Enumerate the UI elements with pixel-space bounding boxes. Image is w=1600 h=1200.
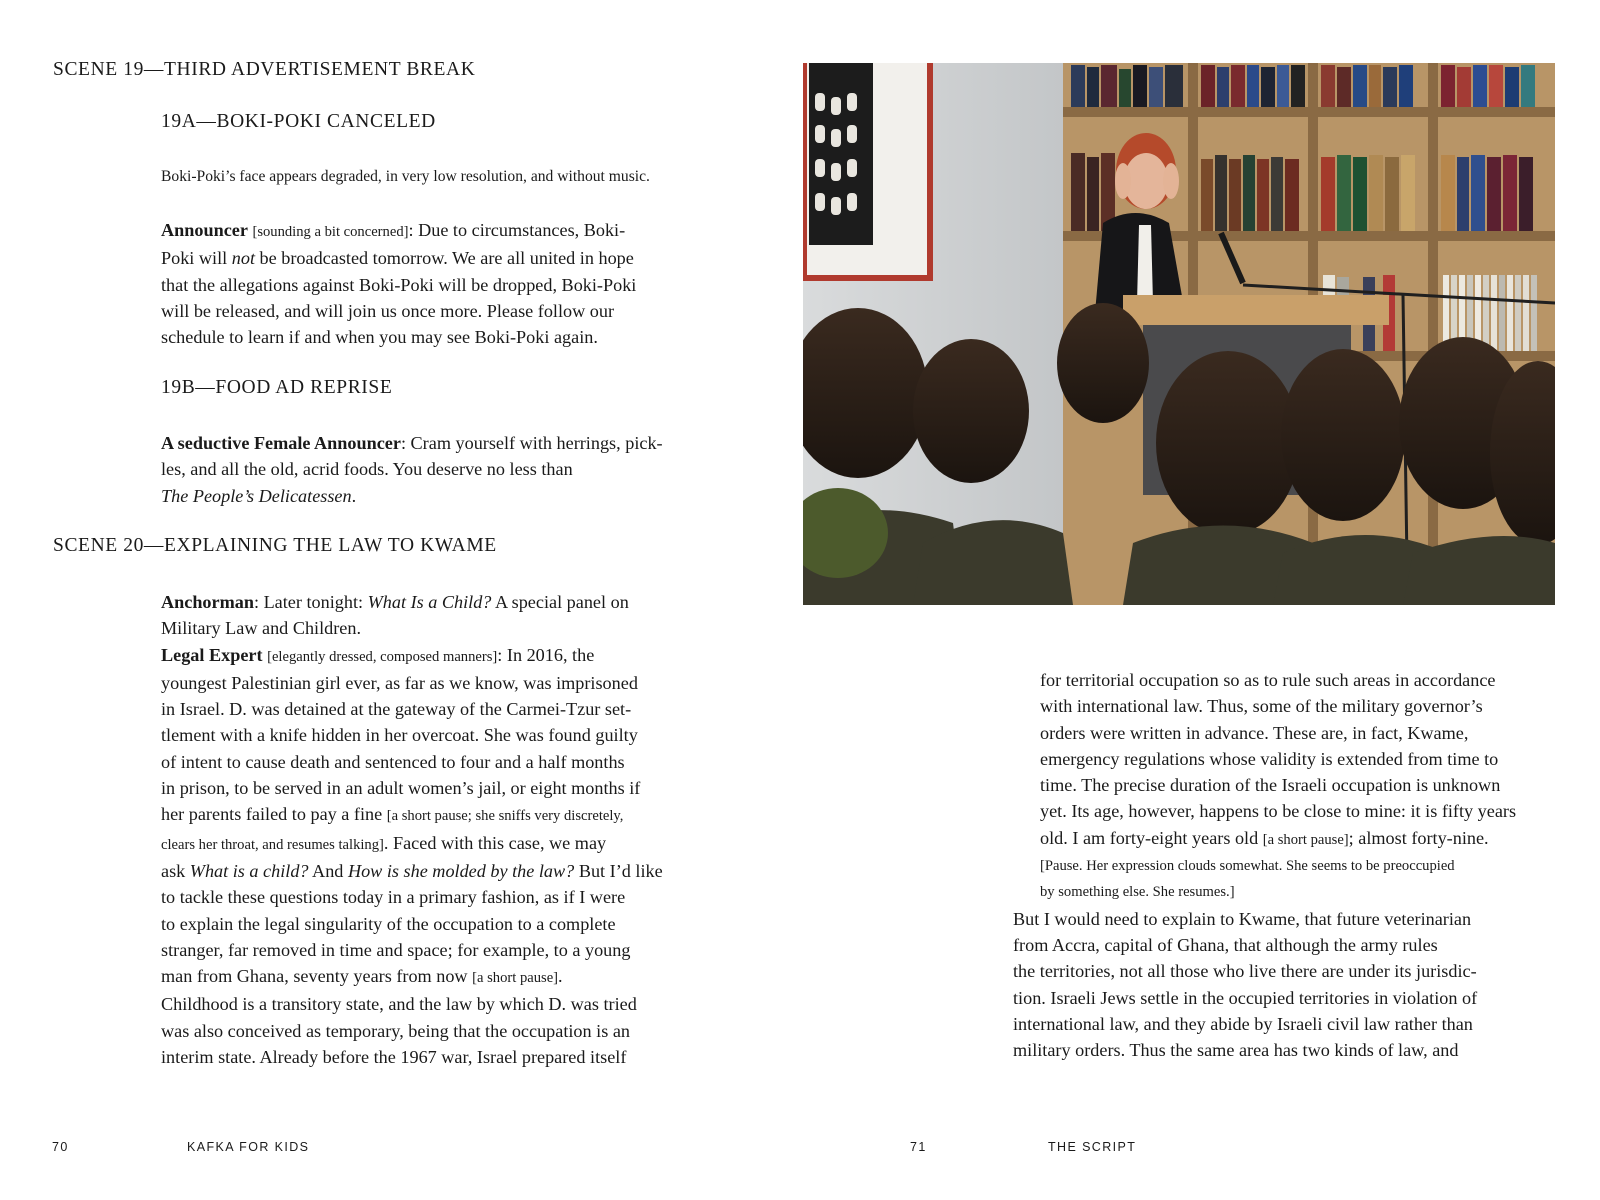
- dialogue-line: les, and all the old, acrid foods. You deserve no less than: [161, 459, 573, 480]
- dialogue-line: But I would need to explain to Kwame, that future veterinarian: [1013, 908, 1472, 929]
- emphasis-text: What Is a Child?: [367, 592, 492, 612]
- dialogue-line: in Israel. D. was detained at the gateway of the Carmei-Tzur set-: [161, 699, 632, 720]
- dialogue-text: old. I am forty-eight years old: [1040, 827, 1263, 848]
- page-number-right: 71: [910, 1140, 927, 1154]
- dialogue-line: tion. Israeli Jews settle in the occupied territories in violation of: [1013, 987, 1478, 1008]
- dialogue-text: man from Ghana, seventy years from now: [161, 966, 473, 987]
- dialogue-text: Poki will: [161, 248, 232, 269]
- stage-direction: clears her throat, and resumes talking]: [161, 836, 384, 853]
- speaker-name: Legal Expert: [161, 644, 263, 665]
- stage-direction: [a short pause]: [472, 970, 559, 987]
- running-title-left: KAFKA FOR KIDS: [187, 1140, 310, 1154]
- dialogue-line: from Accra, capital of Ghana, that although the army rules: [1013, 934, 1438, 955]
- dialogue-line: of intent to cause death and sentenced to four and a half months: [161, 751, 625, 772]
- announcer-dialogue: [161, 217, 731, 350]
- page-number-left: 70: [52, 1140, 69, 1154]
- childhood-paragraph: [161, 991, 741, 1070]
- dialogue-line: orders were written in advance. These are, in fact, Kwame,: [1040, 722, 1469, 743]
- dialogue-line: to explain the legal singularity of the occupation to a complete: [161, 913, 616, 934]
- dialogue-text: ask: [161, 860, 190, 881]
- female-announcer-dialogue: [161, 430, 731, 509]
- right-page-text: [1013, 667, 1573, 1063]
- scene-19b-heading: 19B—FOOD AD REPRISE: [161, 377, 393, 398]
- dialogue-line: international law, and they abide by Israeli civil law rather than: [1013, 1013, 1473, 1034]
- emphasis-text: The People’s Delicatessen: [161, 485, 352, 506]
- continued-paragraph: [1013, 667, 1573, 906]
- dialogue-line: stranger, far removed in time and space; for example, to a young: [161, 939, 631, 960]
- kwame-paragraph: [1013, 906, 1573, 1064]
- dialogue-line: interim state. Already before the 1967 war, Israel prepared itself: [161, 1047, 627, 1068]
- stage-direction: [Pause. Her expression clouds somewhat. She seems to be preoccupied: [1040, 858, 1455, 875]
- dialogue-line: emergency regulations whose validity is extended from time to: [1040, 748, 1499, 769]
- lecture-photo: [803, 63, 1555, 605]
- dialogue-text: be broadcasted tomorrow. We are all united in hope: [255, 248, 634, 269]
- emphasis-text: How is she molded by the law?: [347, 860, 575, 881]
- dialogue-text: But I’d like: [574, 860, 663, 881]
- dialogue-text: : In 2016, the: [497, 644, 595, 665]
- dialogue-text: .: [558, 966, 563, 987]
- stage-direction: [a short pause]: [1262, 831, 1349, 848]
- scene-19-heading: SCENE 19—THIRD ADVERTISEMENT BREAK: [53, 59, 476, 80]
- scene-19a-heading: 19A—BOKI-POKI CANCELED: [161, 111, 436, 132]
- scene-19a-description: Boki-Poki’s face appears degraded, in very low resolution, and without music.: [161, 168, 650, 185]
- dialogue-line: will be released, and will join us once more. Please follow our: [161, 300, 615, 321]
- running-title-right: THE SCRIPT: [1048, 1140, 1137, 1154]
- anchorman-dialogue: [161, 589, 741, 642]
- emphasis-text: not: [231, 248, 255, 269]
- dialogue-text: : Cram yourself with herrings, pick-: [400, 433, 663, 453]
- dialogue-text: . Faced with this case, we may: [383, 832, 607, 853]
- dialogue-text: And: [308, 860, 348, 881]
- stage-direction: by something else. She resumes.]: [1040, 884, 1235, 901]
- dialogue-text: : Later tonight:: [253, 592, 368, 612]
- lecture-photo-illustration: [803, 63, 1555, 605]
- dialogue-line: with international law. Thus, some of the military governor’s: [1040, 696, 1483, 717]
- dialogue-line: tlement with a knife hidden in her overcoat. She was found guilty: [161, 725, 638, 746]
- dialogue-line: time. The precise duration of the Israeli occupation is unknown: [1040, 775, 1501, 796]
- dialogue-line: to tackle these questions today in a primary fashion, as if I were: [161, 887, 626, 908]
- dialogue-line: yet. Its age, however, happens to be close to mine: it is fifty years: [1040, 801, 1517, 822]
- dialogue-text: : Due to circumstances, Boki-: [408, 220, 626, 240]
- scene-20-dialogue: [161, 589, 741, 1070]
- stage-direction: [elegantly dressed, composed manners]: [267, 648, 498, 665]
- dialogue-line: the territories, not all those who live there are under its jurisdic-: [1013, 961, 1477, 982]
- dialogue-line: schedule to learn if and when you may see Boki-Poki again.: [161, 327, 598, 348]
- scene-20-heading: SCENE 20—EXPLAINING THE LAW TO KWAME: [53, 535, 497, 556]
- dialogue-line: Childhood is a transitory state, and the law by which D. was tried: [161, 994, 637, 1015]
- dialogue-line: military orders. Thus the same area has two kinds of law, and: [1013, 1040, 1459, 1061]
- dialogue-line: was also conceived as temporary, being that the occupation is an: [161, 1020, 631, 1041]
- emphasis-text: What is a child?: [189, 860, 309, 881]
- dialogue-text: .: [351, 485, 357, 506]
- stage-direction: [a short pause; she sniffs very discretely,: [386, 808, 624, 825]
- dialogue-line: youngest Palestinian girl ever, as far as we know, was imprisoned: [161, 672, 638, 693]
- speaker-name: Anchorman: [161, 592, 254, 612]
- dialogue-line: that the allegations against Boki-Poki will be dropped, Boki-Poki: [161, 274, 637, 295]
- speaker-name: Announcer: [161, 220, 248, 240]
- stage-direction: [sounding a bit concerned]: [252, 224, 409, 240]
- dialogue-text: ; almost forty-nine.: [1348, 827, 1489, 848]
- dialogue-line: Military Law and Children.: [161, 618, 362, 639]
- legal-expert-dialogue: [161, 642, 741, 992]
- dialogue-line: in prison, to be served in an adult women’s jail, or eight months if: [161, 778, 641, 799]
- dialogue-text: A special panel on: [491, 592, 629, 612]
- speaker-name: A seductive Female Announcer: [161, 433, 401, 453]
- dialogue-text: her parents failed to pay a fine: [161, 804, 387, 825]
- dialogue-line: for territorial occupation so as to rule such areas in accordance: [1040, 670, 1496, 690]
